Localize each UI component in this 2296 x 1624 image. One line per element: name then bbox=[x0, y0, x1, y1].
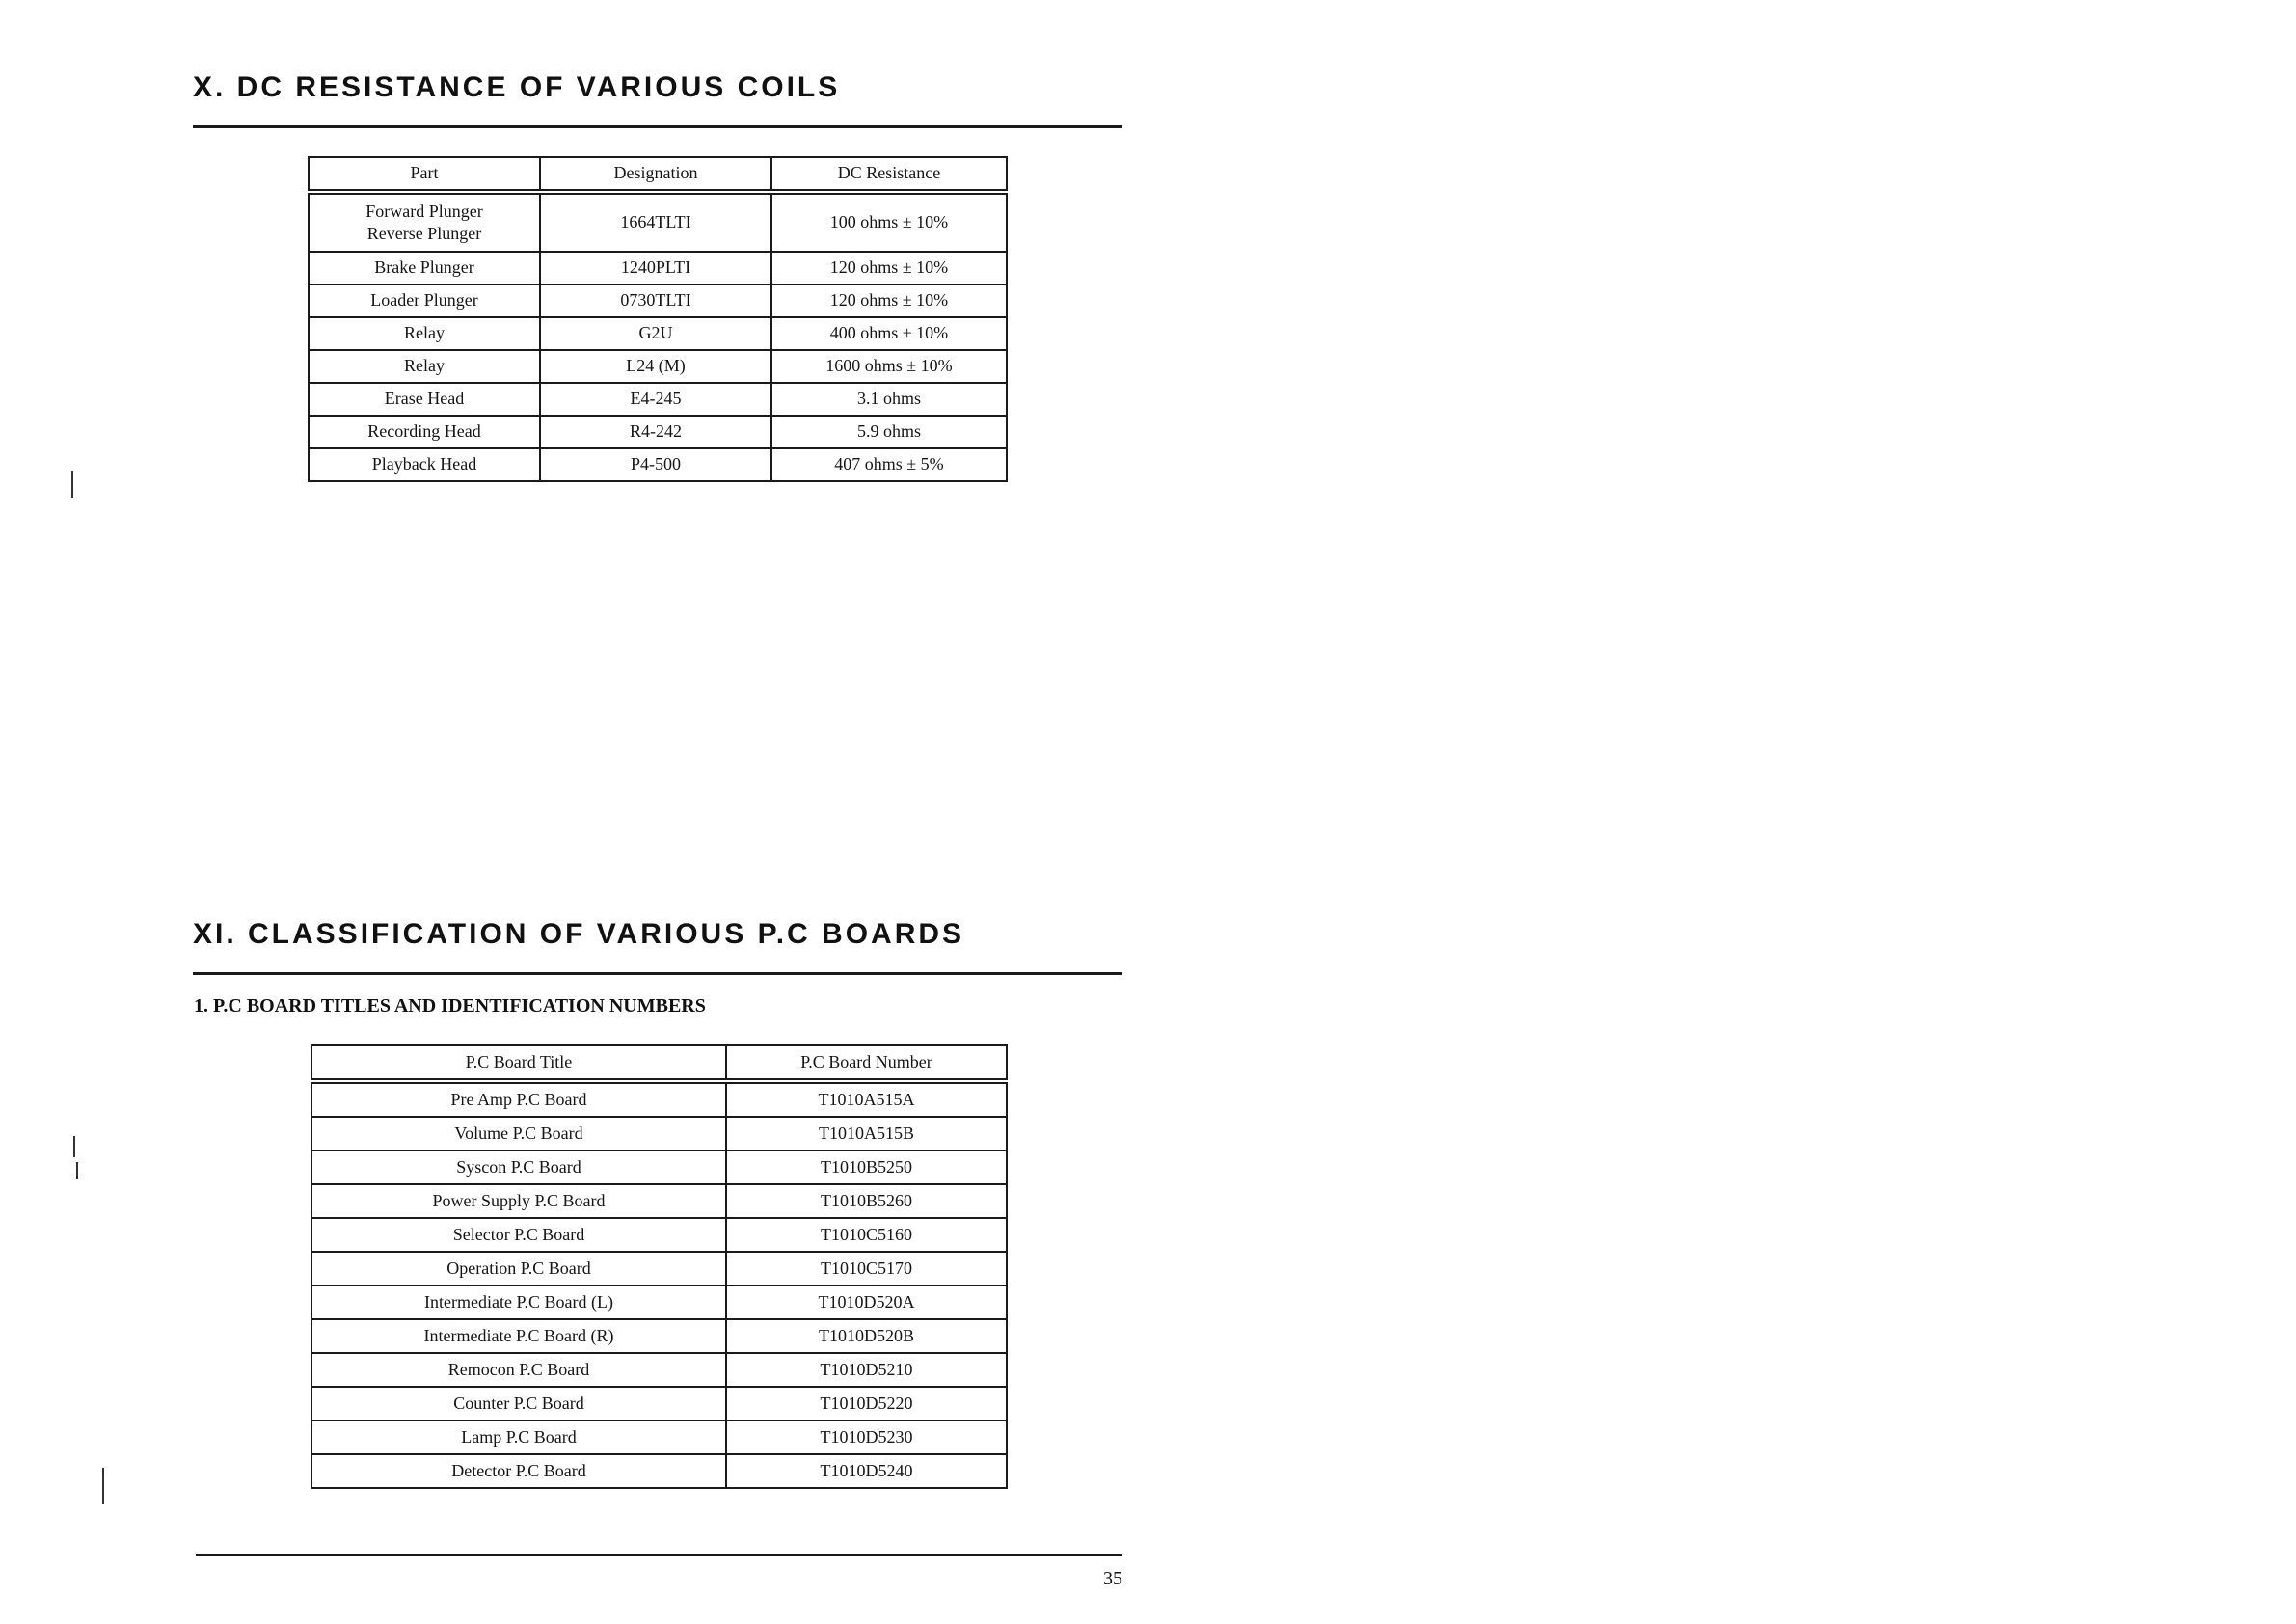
cell-board-title: Counter P.C Board bbox=[311, 1387, 726, 1421]
table-row bbox=[309, 416, 1007, 448]
cell-board-number: T1010D5230 bbox=[726, 1421, 1007, 1454]
cell-board-title: Intermediate P.C Board (R) bbox=[311, 1319, 726, 1353]
cell-board-title: Selector P.C Board bbox=[311, 1218, 726, 1252]
cell-resistance: 3.1 ohms bbox=[771, 383, 1007, 416]
table-row bbox=[311, 1454, 1007, 1488]
cell-designation: 1240PLTI bbox=[540, 252, 771, 284]
cell-part-line2: Reverse Plunger bbox=[366, 224, 482, 243]
table-row bbox=[311, 1319, 1007, 1353]
cell-board-title: Volume P.C Board bbox=[311, 1117, 726, 1150]
cell-board-title: Power Supply P.C Board bbox=[311, 1184, 726, 1218]
table-row bbox=[309, 284, 1007, 317]
cell-part: Relay bbox=[309, 317, 540, 350]
cell-board-number: T1010B5250 bbox=[726, 1150, 1007, 1184]
cell-board-number: T1010A515B bbox=[726, 1117, 1007, 1150]
section-10-rule bbox=[193, 125, 1122, 128]
cell-designation: P4-500 bbox=[540, 448, 771, 481]
table-row bbox=[309, 252, 1007, 284]
cell-board-number: T1010D5220 bbox=[726, 1387, 1007, 1421]
table-row bbox=[309, 350, 1007, 383]
column-header-board-number: P.C Board Number bbox=[726, 1045, 1007, 1081]
cell-part: Loader Plunger bbox=[309, 284, 540, 317]
section-10-title: X. DC RESISTANCE OF VARIOUS COILS bbox=[193, 71, 841, 103]
section-11-title: XI. CLASSIFICATION OF VARIOUS P.C BOARDS bbox=[193, 918, 965, 950]
table-row bbox=[311, 1286, 1007, 1319]
cell-resistance: 100 ohms ± 10% bbox=[771, 192, 1007, 252]
table-row bbox=[309, 192, 1007, 252]
cell-designation: L24 (M) bbox=[540, 350, 771, 383]
cell-resistance: 120 ohms ± 10% bbox=[771, 252, 1007, 284]
cell-board-number: T1010C5170 bbox=[726, 1252, 1007, 1286]
cell-part: Recording Head bbox=[309, 416, 540, 448]
cell-resistance: 1600 ohms ± 10% bbox=[771, 350, 1007, 383]
cell-designation: R4-242 bbox=[540, 416, 771, 448]
table-row bbox=[309, 448, 1007, 481]
table-row bbox=[311, 1117, 1007, 1150]
cell-board-title: Syscon P.C Board bbox=[311, 1150, 726, 1184]
footer-rule bbox=[196, 1554, 1122, 1556]
table-row bbox=[311, 1387, 1007, 1421]
cell-part: Playback Head bbox=[309, 448, 540, 481]
cell-designation: G2U bbox=[540, 317, 771, 350]
column-header-designation: Designation bbox=[540, 157, 771, 192]
cell-board-number: T1010D520B bbox=[726, 1319, 1007, 1353]
cell-board-number: T1010D520A bbox=[726, 1286, 1007, 1319]
section-11-subtitle: 1. P.C BOARD TITLES AND IDENTIFICATION NUMBERS bbox=[194, 995, 706, 1016]
cell-board-title: Remocon P.C Board bbox=[311, 1353, 726, 1387]
table-row bbox=[309, 383, 1007, 416]
cell-board-title: Detector P.C Board bbox=[311, 1454, 726, 1488]
scan-mark bbox=[71, 471, 73, 498]
cell-board-number: T1010B5260 bbox=[726, 1184, 1007, 1218]
table-row bbox=[311, 1353, 1007, 1387]
cell-resistance: 407 ohms ± 5% bbox=[771, 448, 1007, 481]
cell-board-title: Operation P.C Board bbox=[311, 1252, 726, 1286]
cell-resistance: 5.9 ohms bbox=[771, 416, 1007, 448]
cell-part-line1: Forward Plunger bbox=[365, 201, 483, 221]
cell-board-number: T1010D5240 bbox=[726, 1454, 1007, 1488]
cell-designation: E4-245 bbox=[540, 383, 771, 416]
table-row bbox=[311, 1184, 1007, 1218]
table-header-row bbox=[311, 1045, 1007, 1081]
cell-board-number: T1010C5160 bbox=[726, 1218, 1007, 1252]
cell-resistance: 400 ohms ± 10% bbox=[771, 317, 1007, 350]
page-number: 35 bbox=[1103, 1568, 1122, 1589]
cell-designation: 1664TLTI bbox=[540, 192, 771, 252]
cell-board-title: Pre Amp P.C Board bbox=[311, 1081, 726, 1117]
table-row bbox=[311, 1150, 1007, 1184]
table-row bbox=[311, 1218, 1007, 1252]
column-header-dc-resistance: DC Resistance bbox=[771, 157, 1007, 192]
cell-board-title: Lamp P.C Board bbox=[311, 1421, 726, 1454]
cell-part: Brake Plunger bbox=[309, 252, 540, 284]
table-row bbox=[311, 1081, 1007, 1117]
table-row bbox=[311, 1421, 1007, 1454]
cell-part: Erase Head bbox=[309, 383, 540, 416]
cell-board-title: Intermediate P.C Board (L) bbox=[311, 1286, 726, 1319]
cell-board-number: T1010A515A bbox=[726, 1081, 1007, 1117]
cell-board-number: T1010D5210 bbox=[726, 1353, 1007, 1387]
column-header-part: Part bbox=[309, 157, 540, 192]
cell-part: Relay bbox=[309, 350, 540, 383]
pc-board-table bbox=[311, 1044, 1008, 1489]
column-header-board-title: P.C Board Title bbox=[311, 1045, 726, 1081]
table-row bbox=[309, 317, 1007, 350]
cell-part bbox=[309, 192, 540, 252]
table-row bbox=[311, 1252, 1007, 1286]
table-header-row bbox=[309, 157, 1007, 192]
dc-resistance-table bbox=[308, 156, 1008, 482]
scan-mark bbox=[102, 1468, 104, 1504]
scan-mark bbox=[73, 1136, 75, 1157]
cell-resistance: 120 ohms ± 10% bbox=[771, 284, 1007, 317]
scan-mark bbox=[76, 1162, 78, 1179]
cell-designation: 0730TLTI bbox=[540, 284, 771, 317]
section-11-rule bbox=[193, 972, 1122, 975]
